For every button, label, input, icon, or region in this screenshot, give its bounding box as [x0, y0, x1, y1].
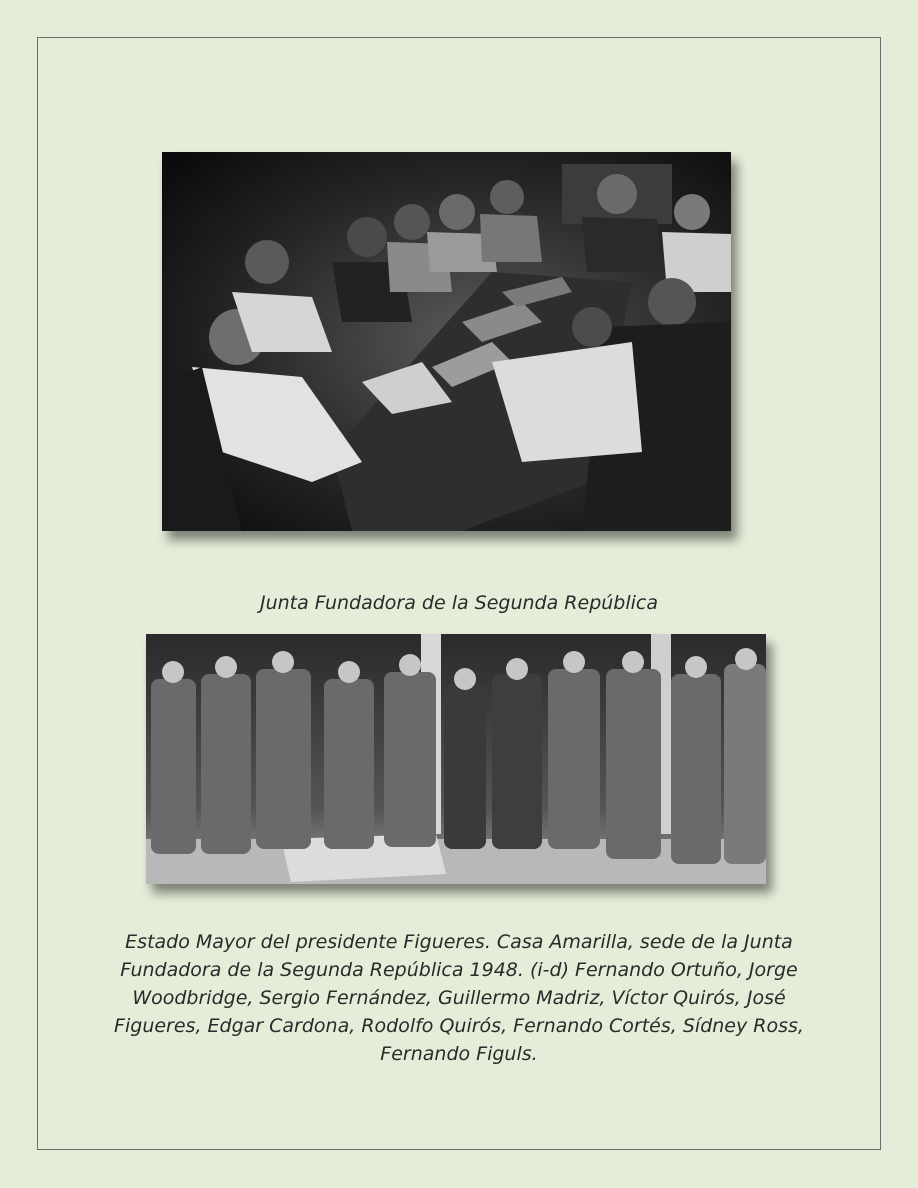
photo-caption: Junta Fundadora de la Segunda República	[259, 592, 659, 614]
photo-caption: Estado Mayor del presidente Figueres. Casa Amarilla, sede de la Junta Fundadora de la Segunda República 1948. (i-d) Fernando Ortuño, Jorge Woodbridge, Sergio Fernández, Guillermo Madriz, Víctor Quirós, José Figueres, Edgar Cardona, Rodolfo Quirós, Fernando Cortés, Sídney Ross, Fernando Figuls.	[114, 931, 804, 1065]
junta-meeting-photo	[162, 152, 731, 531]
estado-mayor-photo	[146, 634, 766, 884]
